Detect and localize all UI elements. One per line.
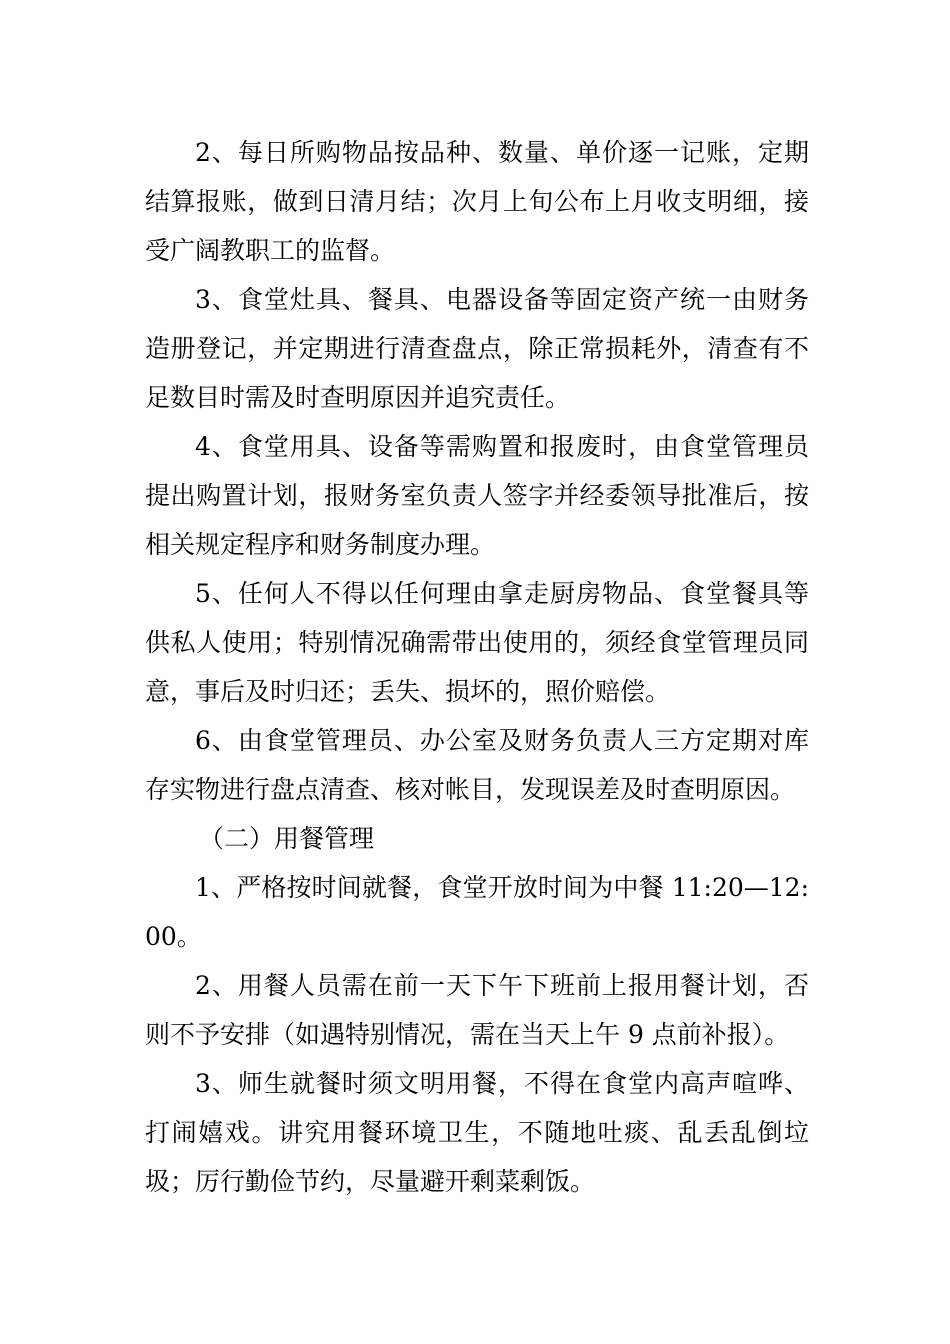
paragraph-dining-3: 3、师生就餐时须文明用餐，不得在食堂内高声喧哗、打闹嬉戏。讲究用餐环境卫生，不随地吐痰、乱丢乱倒垃圾；厉行勤俭节约，尽量避开剩菜剩饭。 bbox=[145, 1069, 809, 1196]
document-body bbox=[145, 128, 809, 1206]
section-heading-dining: （二）用餐管理 bbox=[199, 824, 375, 853]
paragraph-dining-2: 2、用餐人员需在前一天下午下班前上报用餐计划，否则不予安排（如遇特别情况，需在当天上午 9 点前补报）。 bbox=[145, 971, 809, 1049]
paragraph-item-2: 2、每日所购物品按品种、数量、单价逐一记账，定期结算报账，做到日清月结；次月上旬公布上月收支明细，接受广阔教职工的监督。 bbox=[145, 138, 809, 265]
paragraph-item-6: 6、由食堂管理员、办公室及财务负责人三方定期对库存实物进行盘点清查、核对帐目，发现误差及时查明原因。 bbox=[145, 726, 809, 804]
paragraph-item-5: 5、任何人不得以任何理由拿走厨房物品、食堂餐具等供私人使用；特别情况确需带出使用的，须经食堂管理员同意，事后及时归还；丢失、损坏的，照价赔偿。 bbox=[145, 579, 809, 706]
paragraph-item-3: 3、食堂灶具、餐具、电器设备等固定资产统一由财务造册登记，并定期进行清查盘点，除正常损耗外，清查有不足数目时需及时查明原因并追究责任。 bbox=[145, 285, 809, 412]
paragraph-item-4: 4、食堂用具、设备等需购置和报废时，由食堂管理员提出购置计划，报财务室负责人签字并经委领导批准后，按相关规定程序和财务制度办理。 bbox=[145, 432, 809, 559]
paragraph-dining-1: 1、严格按时间就餐，食堂开放时间为中餐 11:20—12:00。 bbox=[145, 873, 809, 951]
